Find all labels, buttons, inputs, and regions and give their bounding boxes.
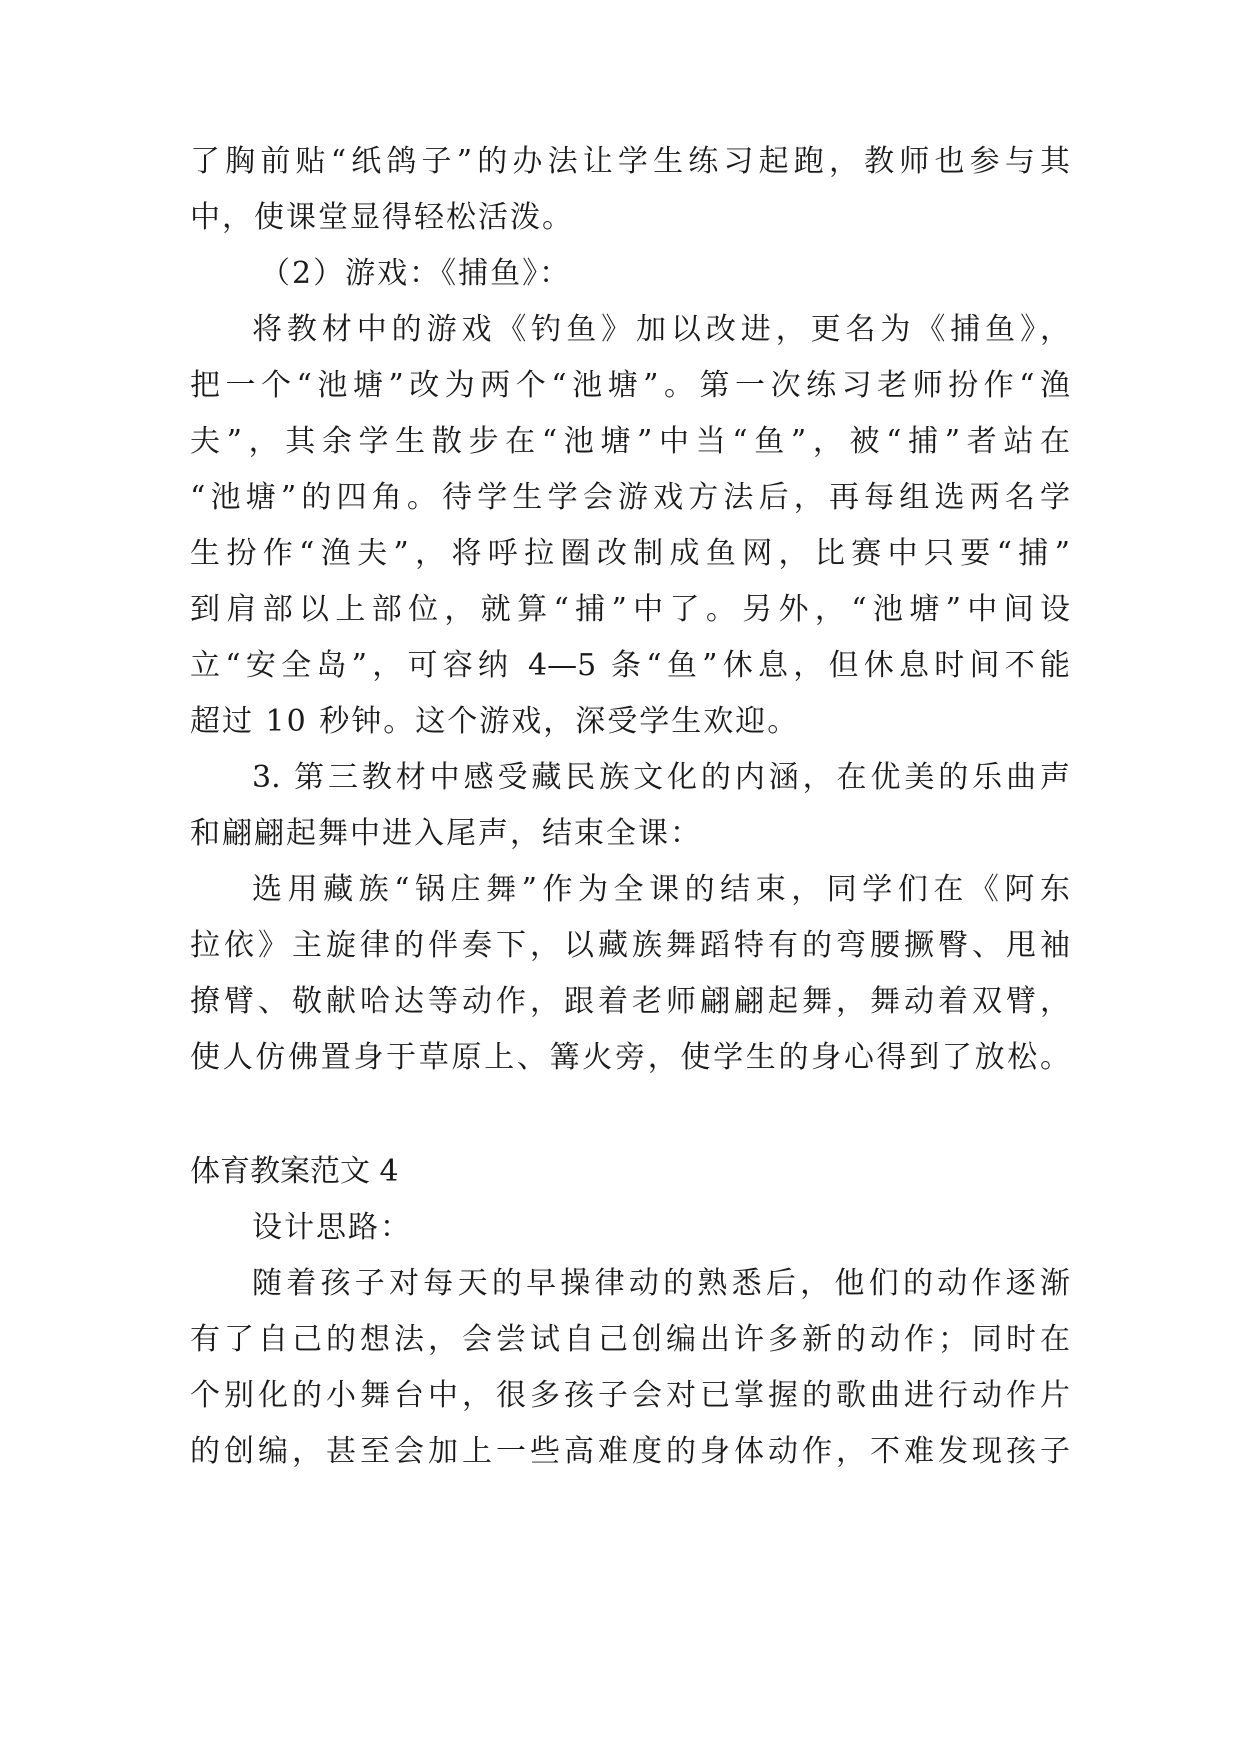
text-line: 立“安全岛”，可容纳 4—5 条“鱼”休息，但休息时间不能 xyxy=(190,648,1070,683)
text-line: 有了自己的想法，会尝试自己创编出许多新的动作；同时在 xyxy=(190,1322,1070,1357)
text-line: 把一个“池塘”改为两个“池塘”。第一次练习老师扮作“渔 xyxy=(190,368,1070,403)
text-line: 的创编，甚至会加上一些高难度的身体动作，不难发现孩子 xyxy=(190,1434,1070,1469)
text-line: 超过 10 秒钟。这个游戏，深受学生欢迎。 xyxy=(190,704,800,739)
text-line: “池塘”的四角。待学生学会游戏方法后，再每组选两名学 xyxy=(190,480,1070,515)
text-line: （2）游戏：《捕鱼》： xyxy=(260,256,572,291)
text-line: 随着孩子对每天的早操律动的熟悉后，他们的动作逐渐 xyxy=(252,1266,1070,1301)
text-line: 生扮作“渔夫”，将呼拉圈改制成鱼网，比赛中只要“捕” xyxy=(190,536,1070,571)
text-line: 拉依》主旋律的伴奏下，以藏族舞蹈特有的弯腰撅臀、甩袖 xyxy=(190,928,1070,963)
text-line: 和翩翩起舞中进入尾声，结束全课： xyxy=(190,816,702,851)
text-line: 中，使课堂显得轻松活泼。 xyxy=(190,200,574,235)
text-line: 3. 第三教材中感受藏民族文化的内涵，在优美的乐曲声 xyxy=(252,760,1070,795)
text-line: 撩臂、敬献哈达等动作，跟着老师翩翩起舞，舞动着双臂， xyxy=(190,984,1070,1019)
text-line: 到肩部以上部位，就算“捕”中了。另外，“池塘”中间设 xyxy=(190,592,1070,627)
text-line: 个别化的小舞台中，很多孩子会对已掌握的歌曲进行动作片 xyxy=(190,1378,1070,1413)
section-heading: 体育教案范文 4 xyxy=(190,1154,399,1189)
text-line: 选用藏族“锅庄舞”作为全课的结束，同学们在《阿东 xyxy=(252,872,1070,907)
text-line: 使人仿佛置身于草原上、篝火旁，使学生的身心得到了放松。 xyxy=(190,1040,1070,1075)
text-line: 设计思路： xyxy=(252,1210,412,1245)
text-line: 夫”，其余学生散步在“池塘”中当“鱼”，被“捕”者站在 xyxy=(190,424,1070,459)
text-line: 将教材中的游戏《钓鱼》加以改进，更名为《捕鱼》， xyxy=(252,312,1070,347)
text-line: 了胸前贴“纸鸽子”的办法让学生练习起跑，教师也参与其 xyxy=(190,144,1070,179)
